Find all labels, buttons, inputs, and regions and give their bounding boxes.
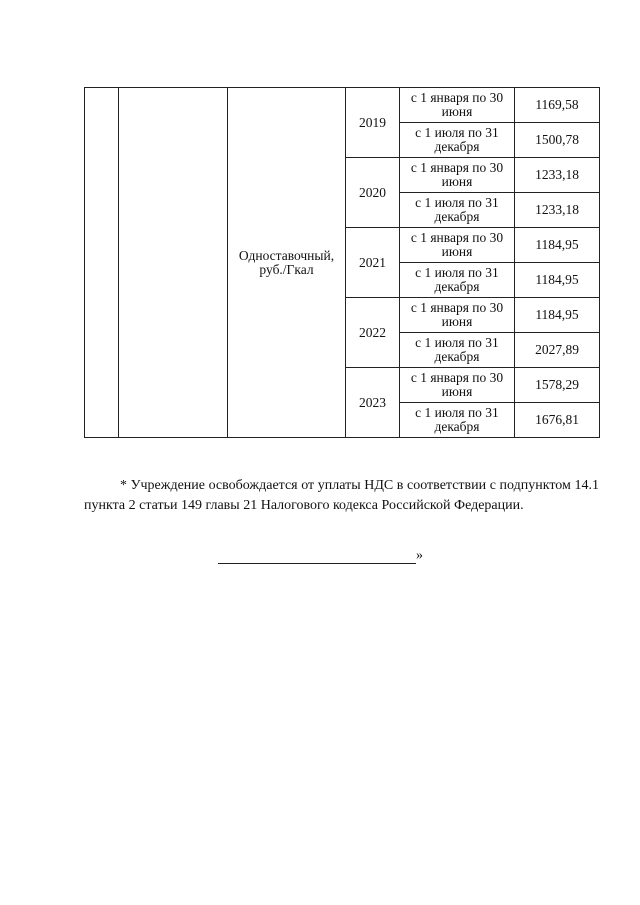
value-cell: 1676,81 [515,403,600,438]
period-cell: с 1 января по 30 июня [400,298,515,333]
period-cell: с 1 июля по 31 декабря [400,263,515,298]
value-cell: 1578,29 [515,368,600,403]
value-cell: 1169,58 [515,88,600,123]
closing-line-block [218,546,423,562]
year-cell: 2022 [346,298,400,368]
empty-cell-a [85,88,119,438]
value-cell: 1184,95 [515,263,600,298]
period-cell: с 1 июля по 31 декабря [400,123,515,158]
period-cell: с 1 января по 30 июня [400,88,515,123]
period-cell: с 1 января по 30 июня [400,158,515,193]
value-cell: 2027,89 [515,333,600,368]
year-cell: 2019 [346,88,400,158]
value-cell: 1184,95 [515,298,600,333]
tariff-table [84,87,600,438]
closing-quote-mark: » [416,548,423,563]
vat-footnote: * Учреждение освобождается от уплаты НДС в соответствии с подпунктом 14.1 пункта 2 статьи 149 главы 21 Налогового кодекса Российской Федерации. [84,478,599,513]
value-cell: 1233,18 [515,158,600,193]
value-cell: 1184,95 [515,228,600,263]
year-cell: 2021 [346,228,400,298]
empty-cell-b [119,88,228,438]
period-cell: с 1 июля по 31 декабря [400,333,515,368]
period-cell: с 1 января по 30 июня [400,368,515,403]
period-cell: с 1 июля по 31 декабря [400,403,515,438]
tariff-unit-cell: Одноставочный, руб./Гкал [228,88,346,438]
year-cell: 2020 [346,158,400,228]
year-cell: 2023 [346,368,400,438]
period-cell: с 1 июля по 31 декабря [400,193,515,228]
value-cell: 1500,78 [515,123,600,158]
closing-rule [218,563,416,564]
period-cell: с 1 января по 30 июня [400,228,515,263]
value-cell: 1233,18 [515,193,600,228]
table-row [85,88,600,123]
